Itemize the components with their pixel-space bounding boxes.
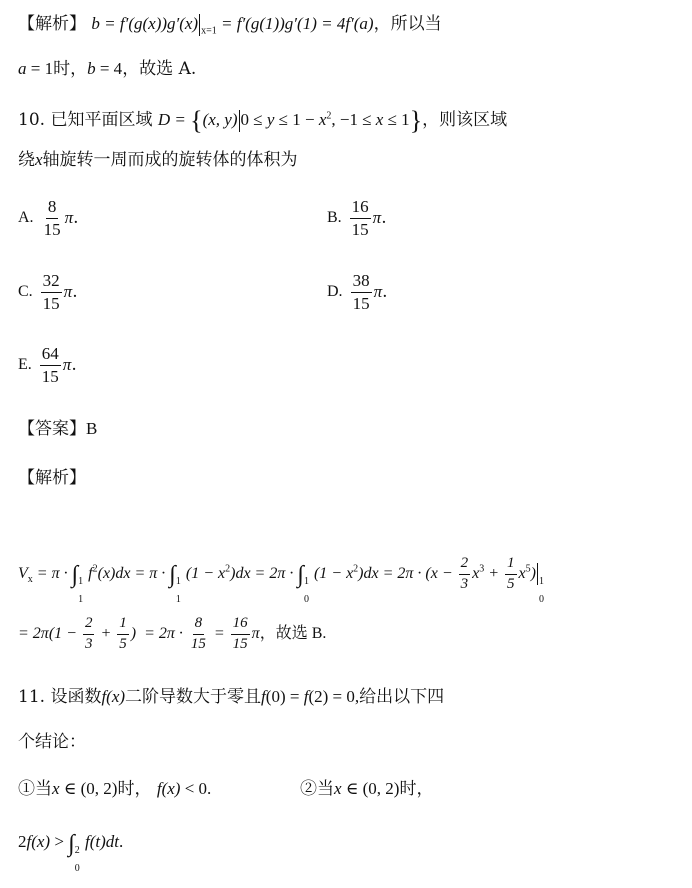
question-10-line-1 [18, 108, 507, 134]
formula-f0-f2: f(0) = f(2) = 0, [261, 687, 360, 706]
option-e-fraction: $\frac{64}{15}$ [41, 344, 59, 386]
question-11-stem-3: 给出以下四 [359, 687, 445, 707]
conclusion-2 [300, 780, 433, 798]
analysis-tag: 【解析】 [18, 13, 86, 34]
answer-tag: 【答案】 [18, 419, 86, 439]
analysis-tag-line [18, 470, 86, 487]
option-c[interactable]: C. $\frac{32}{15}$ π . [18, 271, 78, 313]
formula-integral-ineq: 2f(x) > ∫ 2 0 f(t)dt. [18, 831, 124, 874]
formula-c1-domain: x ∈ (0, 2) [52, 779, 118, 798]
conclusion-2-time: 时， [399, 779, 434, 799]
formula-x-axis: x [35, 150, 43, 169]
conclusion-2-mark: ② [300, 779, 317, 799]
formula-c2-domain: x ∈ (0, 2) [334, 779, 400, 798]
text-so: ，所以当 [373, 13, 442, 34]
volume-formula-line-2: = 2π(1 − $\frac{2}{3}$ + $\frac{1}{5}$ ) = 2π · $\frac{8}{15}$ = $\frac{16}{15}$ π，故选 B. [18, 615, 327, 652]
option-b-label: B. [327, 209, 342, 227]
analysis-line-2 [18, 60, 196, 78]
formula-fx: f(x) [101, 687, 126, 706]
question-10-line-2 [18, 151, 298, 169]
option-c-fraction: $\frac{32}{15}$ [42, 271, 60, 313]
question-11-line-1 [18, 688, 444, 706]
option-c-label: C. [18, 283, 33, 301]
option-e-label: E. [18, 356, 32, 374]
conclusion-2-text: 当 [317, 779, 334, 799]
option-d-label: D. [327, 283, 343, 301]
option-a-label: A. [18, 209, 34, 227]
question-10-stem-3: 绕 [18, 150, 35, 170]
question-10-stem-4: 轴旋转一周而成的旋转体的体积为 [42, 150, 298, 170]
option-d[interactable]: D. $\frac{38}{15}$ π . [327, 271, 388, 313]
question-11-number: 11. [18, 687, 46, 707]
conclusion-1 [18, 780, 211, 798]
text-when: 时， [53, 59, 88, 79]
volume-formula-line-1: $V_x = \pi$ · ∫ 1 1 $f^2(x)dx = \pi$ · ∫ 1 1 $(1 - x^2)dx = 2\pi$ · ∫ 1 0 $(1 - x^2)dx = 2\pi \cdot (x$ − $\frac{2}{3}$ $x^3$ + $\frac{1}{5}$ $x^5$) 1 0 [18, 555, 544, 605]
formula-b-equals-4: b = 4 [87, 59, 123, 78]
conclusion-1-text: 当 [35, 779, 52, 799]
option-d-fraction: $\frac{38}{15}$ [352, 271, 370, 313]
answer-value: B [86, 419, 98, 438]
conclusion-1-mark: ① [18, 779, 35, 799]
formula-region-D: D = {(x, y) $0 \le y \le 1 - x^2$, −1 ≤ x ≤ 1} [157, 106, 423, 135]
option-a[interactable]: A. $\frac{8}{15}$ π . [18, 197, 79, 239]
analysis-tag-2: 【解析】 [18, 468, 86, 488]
conclusion-1-time: 时， [117, 779, 152, 799]
formula-b-derivative: b = f′(g(x))g′(x) $_{x=1}$ = f′(g(1))g′(1) = 4f′(a) [91, 13, 374, 37]
question-11-stem-1: 设函数 [50, 687, 102, 707]
analysis-line-1 [18, 14, 442, 36]
option-e[interactable]: E. $\frac{64}{15}$ π . [18, 344, 77, 386]
question-10-stem-2: ，则该区域 [422, 110, 508, 130]
option-a-fraction: $\frac{8}{15}$ [43, 197, 61, 239]
option-b[interactable]: B. $\frac{16}{15}$ π . [327, 197, 387, 239]
question-11-line-2 [18, 734, 86, 751]
question-11-stem-2: 二阶导数大于零且 [125, 687, 262, 707]
option-b-fraction: $\frac{16}{15}$ [351, 197, 369, 239]
question-10-stem-1: 已知平面区域 [50, 110, 153, 130]
formula-a-equals-1: a = 1 [18, 59, 54, 78]
question-10-number: 10. [18, 110, 46, 130]
text-choose-a: ，故选 A. [122, 59, 197, 79]
formula-c1-ineq: f(x) < 0. [156, 779, 212, 798]
text-choose-b: ，故选 B. [259, 624, 327, 642]
question-11-stem-4: 个结论： [18, 732, 86, 752]
answer-line [18, 420, 97, 438]
